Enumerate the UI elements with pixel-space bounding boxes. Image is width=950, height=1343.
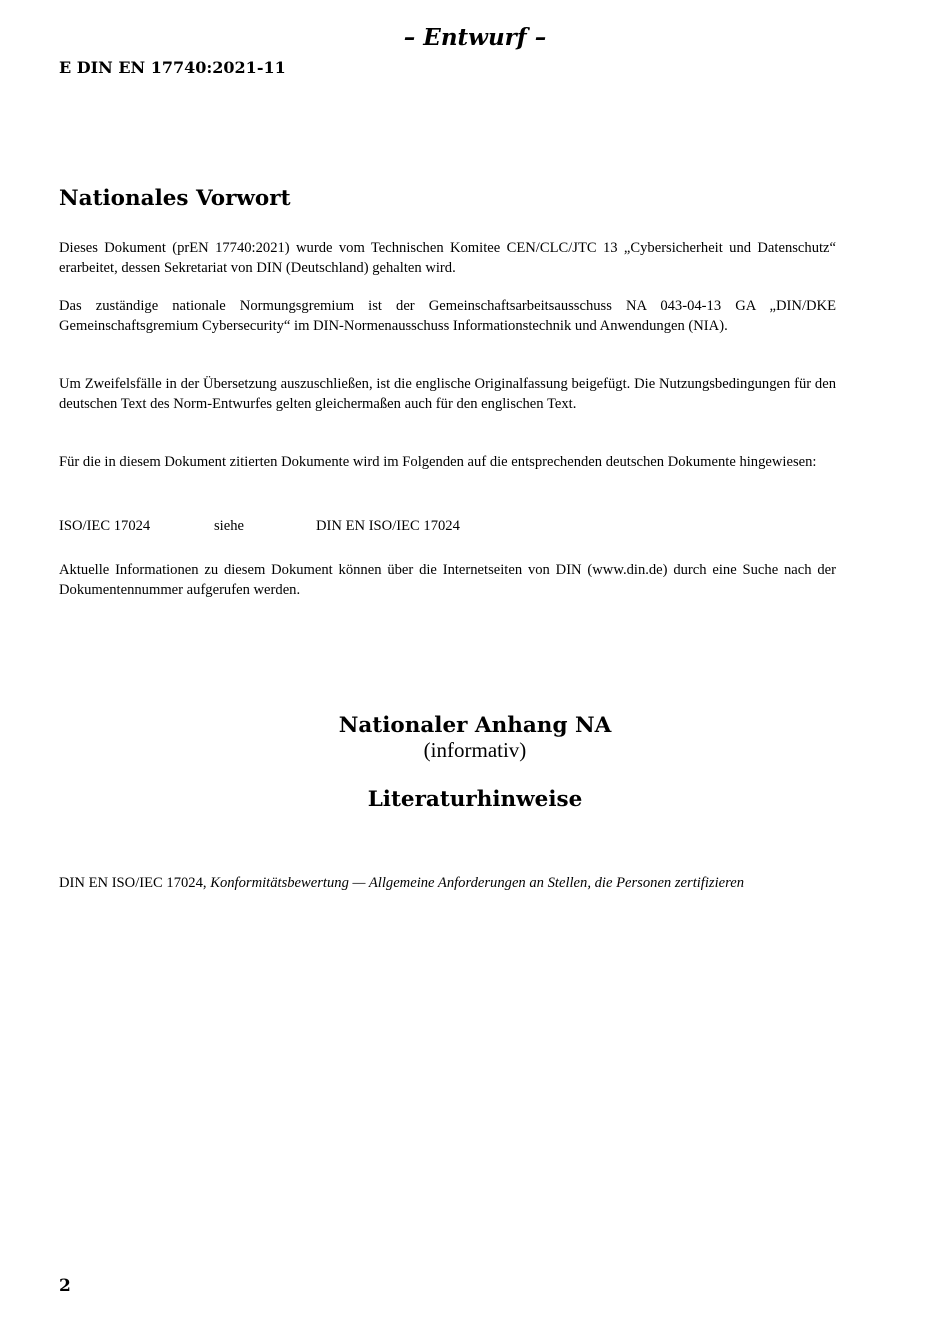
annex-title: Nationaler Anhang NA [338, 713, 612, 738]
page-number: 2 [59, 1276, 71, 1296]
reference-connector: siehe [214, 518, 244, 534]
foreword-paragraph-4: Für die in diesem Dokument zitierten Dokumente wird im Folgenden auf die entsprechenden deutschen Dokumente hingewiesen: [59, 454, 817, 470]
foreword-paragraph-3: Um Zweifelsfälle in der Übersetzung auszuschließen, ist die englische Originalfassung beigefügt. Die Nutzungsbedingungen für den deutschen Text des Norm-Entwurfes gelten gleichermaßen auch für den englischen Text. [59, 376, 836, 412]
foreword-paragraph-1: Dieses Dokument (prEN 17740:2021) wurde vom Technischen Komitee CEN/CLC/JTC 13 „Cybersicherheit und Datenschutz“ erarbeitet, dessen Sekretariat von DIN (Deutschland) gehalten wird. [59, 240, 836, 276]
document-id: E DIN EN 17740:2021-11 [59, 58, 286, 77]
draft-banner: – Entwurf – [403, 24, 547, 51]
bibliography-title: Literaturhinweise [367, 787, 583, 812]
reference-international: ISO/IEC 17024 [59, 518, 151, 534]
annex-subtitle: (informativ) [423, 738, 527, 762]
foreword-title: Nationales Vorwort [59, 186, 291, 211]
bibliography-entry [59, 873, 836, 893]
bibliography-ref: DIN EN ISO/IEC 17024, [59, 875, 207, 891]
reference-national: DIN EN ISO/IEC 17024 [316, 518, 460, 534]
foreword-paragraph-2: Das zuständige nationale Normungsgremium ist der Gemeinschaftsarbeitsausschuss NA 043-04-13 GA „DIN/DKE Gemeinschaftsgremium Cybersecurity“ im DIN-Normenausschuss Informationstechnik und Anwendungen (NIA). [59, 298, 836, 334]
foreword-paragraph-5: Aktuelle Informationen zu diesem Dokument können über die Internetseiten von DIN (www.din.de) durch eine Suche nach der Dokumentennummer aufgerufen werden. [59, 562, 836, 598]
bibliography-entry-title: Konformitätsbewertung — Allgemeine Anforderungen an Stellen, die Personen zertifizieren [210, 875, 745, 891]
